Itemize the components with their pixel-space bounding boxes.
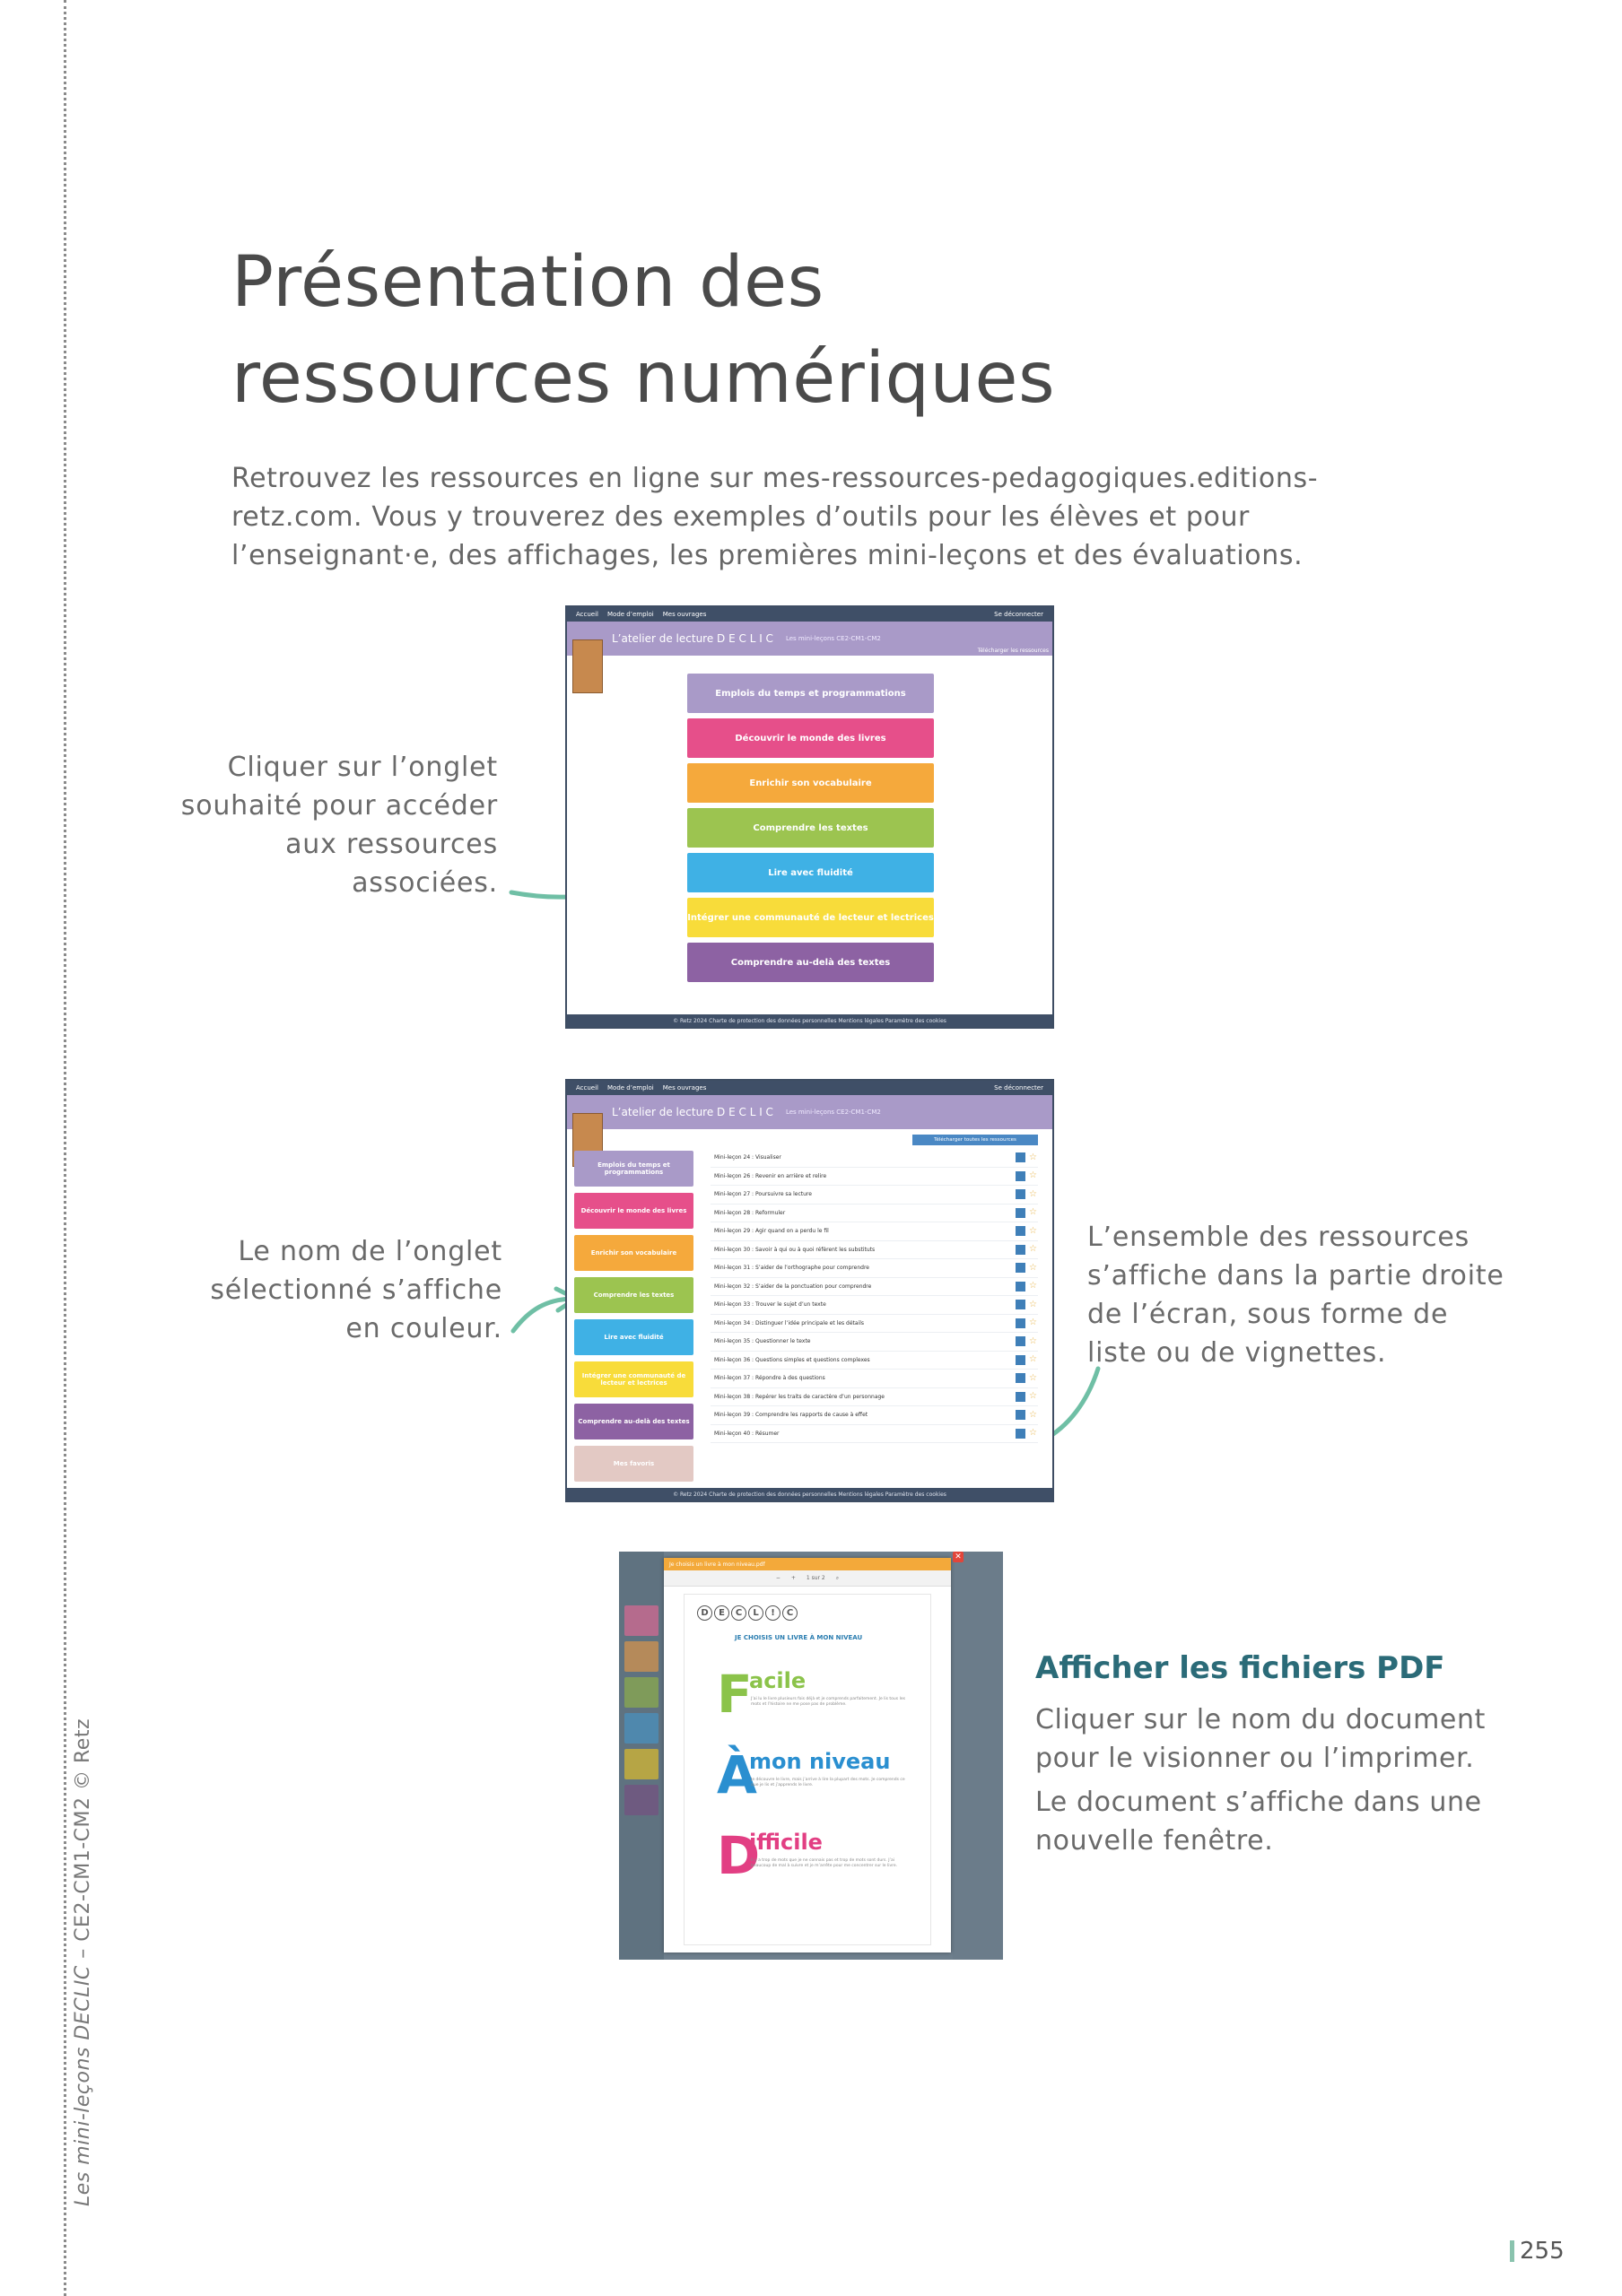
- list-item[interactable]: [711, 1259, 1038, 1278]
- star-icon[interactable]: ☆: [1029, 1207, 1037, 1218]
- lesson-title[interactable]: Mini-leçon 31 : S’aider de l’orthographe pour comprendre: [714, 1265, 869, 1272]
- list-item[interactable]: [711, 1205, 1038, 1223]
- pdf-section-text: [1035, 1700, 1502, 1866]
- dimmed-tab-menu: [619, 1552, 664, 1960]
- declic-logo: [697, 1605, 798, 1621]
- list-item[interactable]: [711, 1370, 1038, 1388]
- star-icon[interactable]: ☆: [1029, 1299, 1037, 1309]
- pdf-text-2: Le document s’affiche dans une nouvelle fenêtre.: [1035, 1787, 1482, 1857]
- star-icon[interactable]: ☆: [1029, 1244, 1037, 1255]
- tab-community[interactable]: Intégrer une communauté de lecteur et lectrices: [574, 1361, 693, 1397]
- list-item[interactable]: [711, 1296, 1038, 1315]
- lesson-title[interactable]: Mini-leçon 35 : Questionner le texte: [714, 1338, 811, 1345]
- tab-beyond-texts[interactable]: Comprendre au-delà des textes: [687, 943, 934, 982]
- banner-title: L’atelier de lecture D E C L I C: [612, 1106, 773, 1118]
- star-icon[interactable]: ☆: [1029, 1372, 1037, 1383]
- tab-fluency[interactable]: Lire avec fluidité: [574, 1319, 693, 1355]
- pdf-toolbar: [664, 1570, 951, 1587]
- dimmed-tab: [624, 1605, 658, 1636]
- download-icon[interactable]: [1016, 1245, 1025, 1255]
- list-item[interactable]: [711, 1352, 1038, 1370]
- book-cover-thumbnail: [572, 639, 603, 693]
- tab-favorites[interactable]: Mes favoris: [574, 1446, 693, 1482]
- banner-download-link[interactable]: Télécharger les ressources: [977, 648, 1049, 654]
- nav-logout[interactable]: Se déconnecter: [994, 611, 1043, 618]
- tab-books[interactable]: Découvrir le monde des livres: [574, 1193, 693, 1229]
- list-item[interactable]: [711, 1406, 1038, 1425]
- list-item[interactable]: [711, 1425, 1038, 1444]
- lesson-title[interactable]: Mini-leçon 26 : Revenir en arrière et relire: [714, 1172, 827, 1179]
- download-icon[interactable]: [1016, 1355, 1025, 1365]
- nav-books[interactable]: Mes ouvrages: [662, 611, 707, 618]
- pdf-section-title: Afficher les fichiers PDF: [1035, 1650, 1445, 1686]
- footer-book-title: Les mini-leçons DECLIC: [72, 1965, 94, 2206]
- lesson-title[interactable]: Mini-leçon 30 : Savoir à qui ou à quoi réfèrent les substituts: [714, 1246, 876, 1253]
- download-icon[interactable]: [1016, 1336, 1025, 1346]
- page-title: Présentation des ressources numériques: [231, 242, 1056, 419]
- level-text: Il y a trop de mots que je ne connais pas et trop de mots sont durs. J’ai beaucoup de mal à suivre et je m’arrête pour me concentrer sur le livre.: [751, 1858, 898, 1868]
- dimmed-tab: [624, 1785, 658, 1815]
- close-icon[interactable]: ✕: [953, 1552, 964, 1562]
- download-icon[interactable]: [1016, 1208, 1025, 1218]
- list-item[interactable]: [711, 1222, 1038, 1241]
- star-icon[interactable]: ☆: [1029, 1354, 1037, 1365]
- tab-books[interactable]: Découvrir le monde des livres: [687, 718, 934, 758]
- dimmed-tab: [624, 1713, 658, 1744]
- caption-list: L’ensemble des ressources s’affiche dans la partie droite de l’écran, sous forme de liste ou de vignettes.: [1087, 1222, 1504, 1369]
- star-icon[interactable]: ☆: [1029, 1170, 1037, 1181]
- logo-letter: !: [765, 1605, 780, 1621]
- lesson-title[interactable]: Mini-leçon 38 : Repérer les traits de caractère d’un personnage: [714, 1393, 885, 1400]
- list-item[interactable]: [711, 1186, 1038, 1205]
- lesson-title[interactable]: Mini-leçon 27 : Poursuivre sa lecture: [714, 1191, 812, 1198]
- download-icon[interactable]: [1016, 1410, 1025, 1420]
- star-icon[interactable]: ☆: [1029, 1318, 1037, 1328]
- level-word: mon niveau: [749, 1749, 891, 1774]
- nav-help[interactable]: Mode d’emploi: [607, 1084, 654, 1091]
- pdf-page: [684, 1594, 931, 1945]
- nav-home[interactable]: Accueil: [576, 1084, 598, 1091]
- lesson-list: [711, 1149, 1038, 1443]
- tab-vocabulary[interactable]: Enrichir son vocabulaire: [574, 1235, 693, 1271]
- lesson-title[interactable]: Mini-leçon 33 : Trouver le sujet d’un texte: [714, 1301, 826, 1309]
- download-icon[interactable]: [1016, 1392, 1025, 1402]
- lesson-title[interactable]: Mini-leçon 37 : Répondre à des questions: [714, 1375, 825, 1382]
- download-icon[interactable]: [1016, 1152, 1025, 1162]
- level-text: Je découvre le livre, mais j’arrive à lire la plupart des mots. Je comprends ce que je lis et j’apprends le livre.: [751, 1778, 905, 1787]
- list-item[interactable]: [711, 1315, 1038, 1334]
- list-item[interactable]: [711, 1149, 1038, 1168]
- lesson-title[interactable]: Mini-leçon 36 : Questions simples et questions complexes: [714, 1356, 870, 1363]
- logo-letter: C: [731, 1605, 746, 1621]
- download-icon[interactable]: [1016, 1263, 1025, 1273]
- star-icon[interactable]: ☆: [1029, 1391, 1037, 1402]
- level-letter: À: [717, 1744, 757, 1805]
- download-icon[interactable]: [1016, 1318, 1025, 1328]
- dimmed-tab: [624, 1749, 658, 1779]
- page-number-text: 255: [1520, 2238, 1565, 2265]
- dimmed-list: [953, 1552, 1003, 1960]
- lesson-title[interactable]: Mini-leçon 40 : Résumer: [714, 1430, 780, 1437]
- nav-help[interactable]: Mode d’emploi: [607, 611, 654, 618]
- list-item[interactable]: [711, 1241, 1038, 1260]
- footer-rest: – CE2-CM1-CM2 © Retz: [72, 1718, 94, 1966]
- side-footer: [72, 1718, 94, 2206]
- lesson-title[interactable]: Mini-leçon 39 : Comprendre les rapports de cause à effet: [714, 1412, 868, 1419]
- logo-letter: L: [748, 1605, 763, 1621]
- logo-letter: C: [782, 1605, 798, 1621]
- star-icon[interactable]: ☆: [1029, 1225, 1037, 1236]
- banner-title: L’atelier de lecture D E C L I C: [612, 632, 773, 645]
- star-icon[interactable]: ☆: [1029, 1409, 1037, 1420]
- star-icon[interactable]: ☆: [1029, 1335, 1037, 1346]
- logo-letter: D: [697, 1605, 712, 1621]
- banner-subtitle: Les mini-leçons CE2-CM1-CM2: [785, 1109, 881, 1116]
- tab-vocabulary[interactable]: Enrichir son vocabulaire: [687, 763, 934, 803]
- tab-menu-side: [574, 1151, 693, 1488]
- level-hard: [717, 1825, 898, 1886]
- zoom-in-icon[interactable]: +: [790, 1575, 796, 1581]
- dimmed-tab: [624, 1641, 658, 1672]
- download-icon[interactable]: [1016, 1282, 1025, 1292]
- banner-subtitle: Les mini-leçons CE2-CM1-CM2: [785, 635, 881, 642]
- download-all-button[interactable]: Télécharger toutes les ressources: [912, 1135, 1038, 1145]
- caption-tab: Cliquer sur l’onglet souhaité pour accéder aux ressources associées.: [180, 752, 498, 899]
- download-icon[interactable]: [1016, 1373, 1025, 1383]
- list-item[interactable]: [711, 1333, 1038, 1352]
- lesson-title[interactable]: Mini-leçon 29 : Agir quand on a perdu le fil: [714, 1228, 829, 1235]
- tab-schedules[interactable]: Emplois du temps et programmations: [574, 1151, 693, 1187]
- screenshot-pdf-viewer: [619, 1552, 1003, 1960]
- pdf-text-1: Cliquer sur le nom du document pour le visionner ou l’imprimer.: [1035, 1704, 1486, 1774]
- site-footer: © Retz 2024 Charte de protection des données personnelles Mentions légales Paramètre des cookies: [567, 1488, 1052, 1500]
- margin-dotted-line: [64, 0, 66, 2296]
- nav-logout[interactable]: Se déconnecter: [994, 1084, 1043, 1091]
- nav-home[interactable]: Accueil: [576, 611, 598, 618]
- lesson-title[interactable]: Mini-leçon 32 : S’aider de la ponctuation pour comprendre: [714, 1283, 872, 1290]
- banner: [567, 1095, 1052, 1129]
- intro-paragraph: Retrouvez les ressources en ligne sur mes-ressources-pedagogiques.editions-retz.com. Vous y trouverez des exemples d’outils pour les élèves et pour l’enseignant·e, des affichages, les premières mini-leçons et des évaluations.: [231, 463, 1319, 571]
- download-icon[interactable]: [1016, 1171, 1025, 1181]
- tab-beyond-texts[interactable]: Comprendre au-delà des textes: [574, 1404, 693, 1439]
- level-word: acile: [749, 1668, 807, 1693]
- download-icon[interactable]: [1016, 1300, 1025, 1309]
- search-icon[interactable]: ⌕: [835, 1574, 840, 1581]
- tab-fluency[interactable]: Lire avec fluidité: [687, 853, 934, 892]
- download-icon[interactable]: [1016, 1226, 1025, 1236]
- screenshot-resource-list: [565, 1079, 1054, 1502]
- banner: [567, 622, 1052, 656]
- pdf-window: [664, 1558, 951, 1952]
- site-footer: © Retz 2024 Charte de protection des données personnelles Mentions légales Paramètre des cookies: [567, 1014, 1052, 1027]
- pdf-window-header: Je choisis un livre à mon niveau.pdf: [664, 1558, 951, 1570]
- screenshot-home: [565, 605, 1054, 1029]
- level-text: J’ai lu le livre plusieurs fois déjà et je comprends parfaitement. Je lis tous les mots et l’histoire ne me pose pas de problème.: [751, 1697, 905, 1707]
- star-icon[interactable]: ☆: [1029, 1152, 1037, 1162]
- nav-books[interactable]: Mes ouvrages: [662, 1084, 707, 1091]
- star-icon[interactable]: ☆: [1029, 1428, 1037, 1439]
- pdf-subtitle: JE CHOISIS UN LIVRE À MON NIVEAU: [735, 1634, 863, 1641]
- star-icon[interactable]: ☆: [1029, 1281, 1037, 1292]
- level-letter: F: [717, 1664, 753, 1725]
- logo-letter: E: [714, 1605, 729, 1621]
- download-icon[interactable]: [1016, 1189, 1025, 1199]
- lesson-title[interactable]: Mini-leçon 34 : Distinguer l’idée principale et les détails: [714, 1319, 865, 1326]
- level-word: ifficile: [749, 1830, 823, 1855]
- lesson-title[interactable]: Mini-leçon 24 : Visualiser: [714, 1154, 781, 1161]
- star-icon[interactable]: ☆: [1029, 1262, 1037, 1273]
- tab-understand-texts[interactable]: Comprendre les textes: [687, 808, 934, 848]
- list-item[interactable]: [711, 1388, 1038, 1407]
- page-number-bar: [1510, 2240, 1514, 2262]
- tab-understand-texts[interactable]: Comprendre les textes: [574, 1277, 693, 1313]
- list-item[interactable]: [711, 1278, 1038, 1297]
- caption-selected: Le nom de l’onglet sélectionné s’affiche en couleur.: [210, 1236, 502, 1344]
- level-my-level: [717, 1744, 905, 1805]
- level-letter: D: [717, 1825, 761, 1886]
- download-icon[interactable]: [1016, 1429, 1025, 1439]
- zoom-out-icon[interactable]: −: [775, 1575, 780, 1581]
- lesson-title[interactable]: Mini-leçon 28 : Reformuler: [714, 1209, 786, 1216]
- page-number: [1510, 2238, 1565, 2265]
- tab-schedules[interactable]: Emplois du temps et programmations: [687, 674, 934, 713]
- tab-menu: [687, 674, 934, 987]
- top-nav: [567, 607, 1052, 622]
- tab-community[interactable]: Intégrer une communauté de lecteur et lectrices: [687, 898, 934, 937]
- level-easy: [717, 1664, 905, 1725]
- star-icon[interactable]: ☆: [1029, 1188, 1037, 1199]
- list-item[interactable]: [711, 1168, 1038, 1187]
- page-indicator: 1 sur 2: [806, 1575, 825, 1581]
- dimmed-tab: [624, 1677, 658, 1708]
- top-nav: [567, 1081, 1052, 1095]
